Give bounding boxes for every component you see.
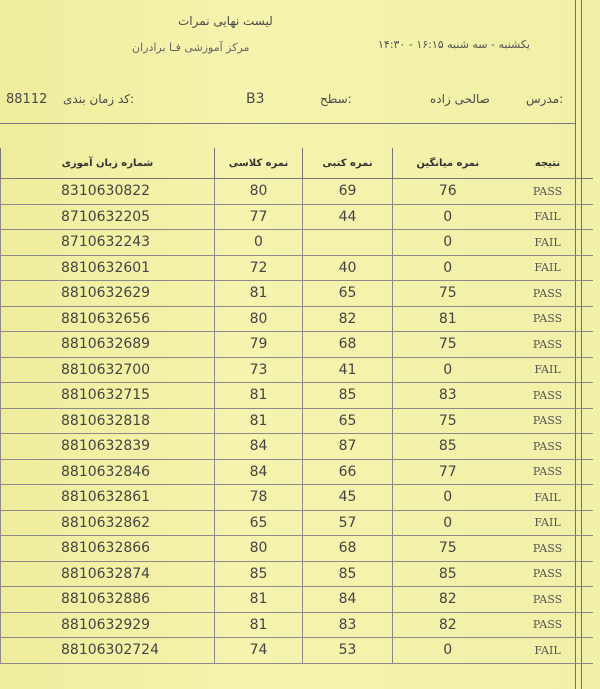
cell-class: 81 [215,587,303,613]
grades-table [0,148,593,664]
cell-class: 78 [215,485,303,511]
cell-class: 84 [215,434,303,460]
table-row [1,408,593,434]
table-row [1,357,593,383]
table-row [1,459,593,485]
cell-result: FAIL [503,204,593,230]
cell-result: PASS [503,179,593,205]
cell-student-id: 8810632846 [1,459,215,485]
cell-class: 81 [215,612,303,638]
cell-class: 80 [215,536,303,562]
cell-average: 0 [393,510,503,536]
cell-class: 65 [215,510,303,536]
cell-class: 74 [215,638,303,664]
cell-average: 85 [393,561,503,587]
cell-student-id: 8710632243 [1,230,215,256]
schedule-code-label: کد زمان بندی: [63,92,135,106]
teacher-name: صالحی زاده [430,92,490,106]
table-row [1,383,593,409]
cell-result: PASS [503,281,593,307]
cell-written: 65 [303,408,393,434]
cell-written: 53 [303,638,393,664]
table-row [1,332,593,358]
cell-average: 81 [393,306,503,332]
cell-result: PASS [503,587,593,613]
table-row [1,510,593,536]
cell-average: 85 [393,434,503,460]
cell-student-id: 8810632861 [1,485,215,511]
cell-result: FAIL [503,510,593,536]
class-schedule: یکشنبه - سه شنبه ۱۶:۱۵ - ۱۴:۳۰ [378,38,530,51]
cell-written: 82 [303,306,393,332]
level-label: سطح: [320,92,352,106]
cell-written: 85 [303,561,393,587]
cell-written: 83 [303,612,393,638]
column-header-result: نتیجه [503,148,593,179]
cell-student-id: 88106302724 [1,638,215,664]
cell-result: FAIL [503,255,593,281]
cell-written: 84 [303,587,393,613]
cell-student-id: 8810632818 [1,408,215,434]
cell-result: PASS [503,561,593,587]
cell-result: PASS [503,536,593,562]
cell-result: FAIL [503,485,593,511]
cell-result: PASS [503,434,593,460]
cell-result: FAIL [503,357,593,383]
cell-student-id: 8710632205 [1,204,215,230]
cell-student-id: 8810632839 [1,434,215,460]
cell-student-id: 8810632862 [1,510,215,536]
column-header-student-id: شماره زبان آموزی [1,148,215,179]
cell-result: PASS [503,383,593,409]
table-header-row [1,148,593,179]
table-row [1,485,593,511]
cell-result: FAIL [503,230,593,256]
column-header-average: نمره میانگین [393,148,503,179]
table-row [1,204,593,230]
cell-written: 87 [303,434,393,460]
cell-average: 0 [393,638,503,664]
cell-student-id: 8810632929 [1,612,215,638]
cell-written: 65 [303,281,393,307]
column-header-written: نمره کتبی [303,148,393,179]
table-row [1,306,593,332]
table-row [1,536,593,562]
cell-average: 0 [393,255,503,281]
cell-result: PASS [503,306,593,332]
table-row [1,638,593,664]
cell-written: 66 [303,459,393,485]
cell-class: 80 [215,179,303,205]
cell-student-id: 8810632601 [1,255,215,281]
cell-written: 40 [303,255,393,281]
cell-class: 0 [215,230,303,256]
header-divider [0,123,575,124]
cell-average: 82 [393,612,503,638]
cell-average: 76 [393,179,503,205]
cell-class: 73 [215,357,303,383]
cell-student-id: 8810632874 [1,561,215,587]
cell-result: PASS [503,332,593,358]
table-row [1,434,593,460]
cell-student-id: 8810632700 [1,357,215,383]
schedule-code-value: 88112 [6,92,48,107]
table-row [1,179,593,205]
cell-student-id: 8810632886 [1,587,215,613]
cell-student-id: 8310630822 [1,179,215,205]
level-value: B3 [246,91,265,107]
cell-student-id: 8810632689 [1,332,215,358]
cell-class: 79 [215,332,303,358]
cell-result: FAIL [503,638,593,664]
cell-average: 0 [393,204,503,230]
page-title: لیست نهایی نمرات [178,14,273,28]
cell-student-id: 8810632629 [1,281,215,307]
cell-student-id: 8810632715 [1,383,215,409]
cell-average: 82 [393,587,503,613]
teacher-label: مدرس: [526,92,564,106]
cell-class: 85 [215,561,303,587]
cell-written: 45 [303,485,393,511]
cell-student-id: 8810632656 [1,306,215,332]
cell-class: 81 [215,408,303,434]
table-row [1,561,593,587]
cell-result: PASS [503,612,593,638]
cell-written: 69 [303,179,393,205]
table-row [1,230,593,256]
table-row [1,587,593,613]
institute-name: مرکز آموزشی فـا برادران [132,41,250,54]
cell-average: 75 [393,332,503,358]
column-header-class: نمره کلاسی [215,148,303,179]
table-row [1,612,593,638]
cell-written: 57 [303,510,393,536]
cell-average: 75 [393,281,503,307]
cell-student-id: 8810632866 [1,536,215,562]
cell-class: 80 [215,306,303,332]
cell-result: PASS [503,459,593,485]
cell-written: 85 [303,383,393,409]
cell-average: 75 [393,536,503,562]
cell-class: 81 [215,383,303,409]
cell-average: 77 [393,459,503,485]
cell-written [303,230,393,256]
cell-average: 75 [393,408,503,434]
cell-class: 77 [215,204,303,230]
cell-written: 68 [303,536,393,562]
cell-class: 72 [215,255,303,281]
cell-result: PASS [503,408,593,434]
cell-average: 83 [393,383,503,409]
cell-average: 0 [393,230,503,256]
cell-class: 84 [215,459,303,485]
cell-written: 44 [303,204,393,230]
table-row [1,255,593,281]
cell-average: 0 [393,485,503,511]
cell-class: 81 [215,281,303,307]
cell-written: 41 [303,357,393,383]
cell-average: 0 [393,357,503,383]
cell-written: 68 [303,332,393,358]
table-row [1,281,593,307]
